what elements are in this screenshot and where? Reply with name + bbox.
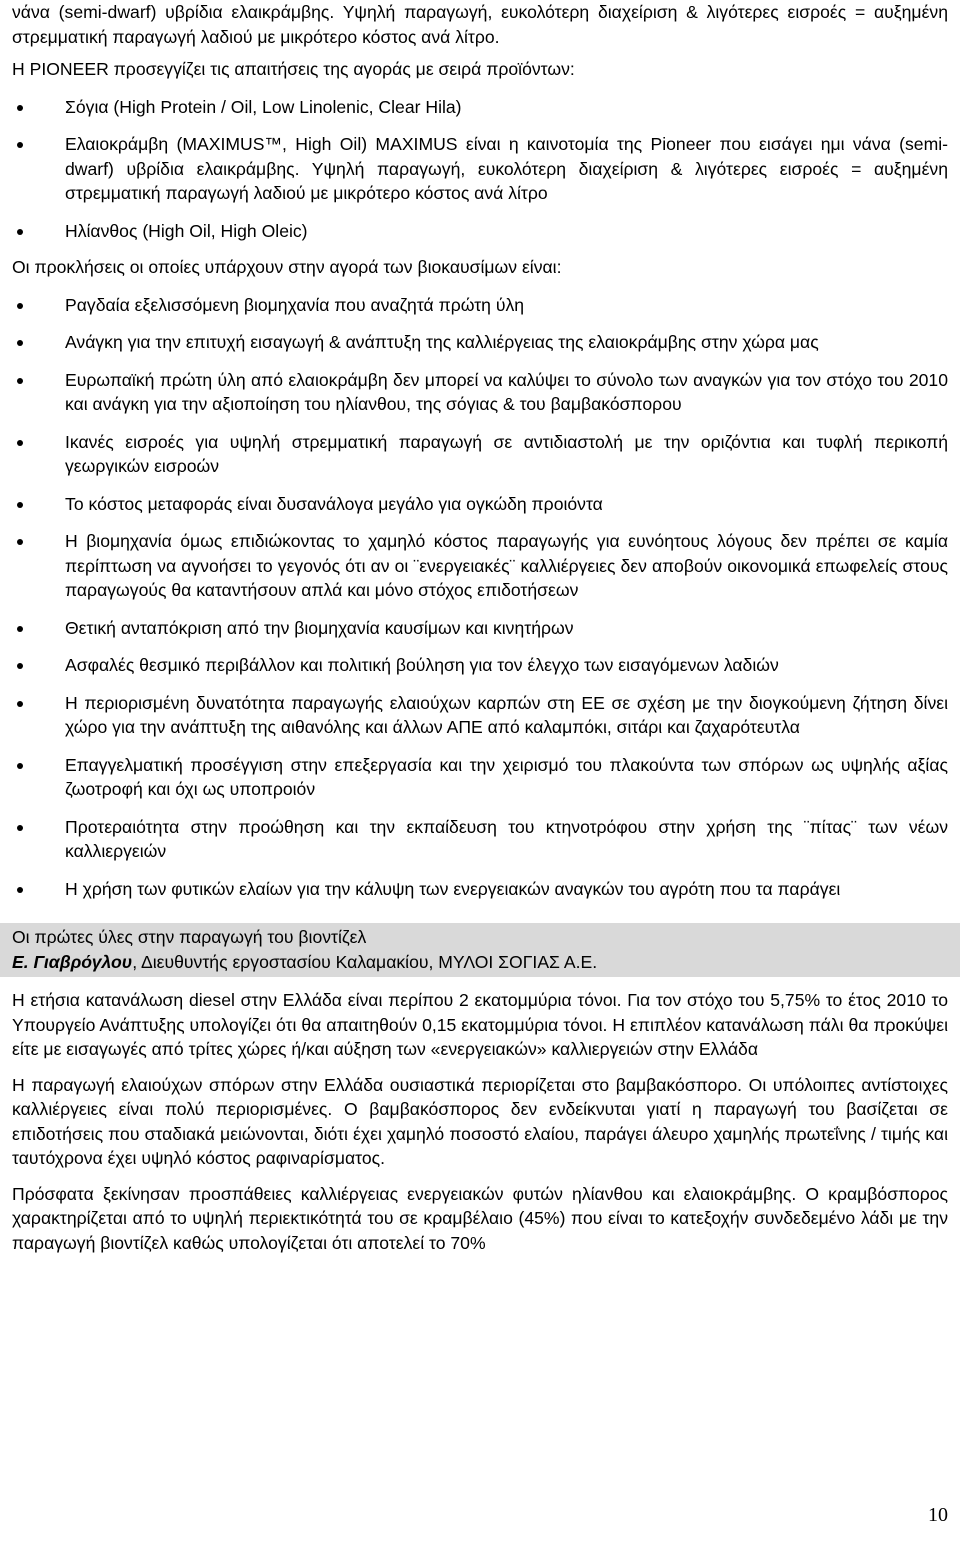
list-item: Η χρήση των φυτικών ελαίων για την κάλυψη των ενεργειακών αναγκών του αγρότη που τα παράγει: [12, 877, 948, 902]
section-heading-box: [0, 923, 960, 977]
bullet-icon: [17, 763, 23, 769]
author-name: Ε. Γιαβρόγλου: [12, 951, 133, 972]
list-item: Ραγδαία εξελισσόμενη βιομηχανία που αναζητά πρώτη ύλη: [12, 293, 948, 318]
pioneer-product-list: [12, 95, 948, 244]
bullet-icon: [17, 701, 23, 707]
continuation-text: νάνα (semi-dwarf) υβρίδια ελαικράμβης. Υψηλή παραγωγή, ευκολότερη διαχείριση & λιγότερες εισροές = αυξημένη στρεμματική παραγωγή λαδιού με μικρότερο κόστος ανά λίτρο.: [12, 2, 948, 47]
list-item: Ελαιοκράμβη (MAXIMUS™, High Oil) MAXIMUS είναι η καινοτομία της Pioneer που εισάγει ημι νάνα (semi-dwarf) υβρίδια ελαικράμβης. Υψηλή παραγωγή, ευκολότερη διαχείριση & λιγότερες εισροές = αυξημένη στρεμματική παραγωγή λαδιού με μικρότερο κόστος ανά λίτρο: [12, 132, 948, 206]
author-role: , Διευθυντής εργοστασίου Καλαμακίου, ΜΥΛΟΙ ΣΟΓΙΑΣ Α.Ε.: [132, 951, 598, 972]
list-item: Ηλίανθος (High Oil, High Oleic): [12, 219, 948, 244]
bullet-icon: [17, 539, 23, 545]
bullet-icon: [17, 626, 23, 632]
bullet-icon: [17, 378, 23, 384]
list-item: Σόγια (High Protein / Oil, Low Linolenic, Clear Hila): [12, 95, 948, 120]
bullet-icon: [17, 887, 23, 893]
paragraph: Πρόσφατα ξεκίνησαν προσπάθειες καλλιέργειας ενεργειακών φυτών ηλίανθου και ελαιοκράμβης. Ο κραμβόσπορος χαρακτηρίζεται από το υψηλή περιεκτικότητά του σε κραμβέλαιο (45%) που είναι το κατεξοχήν συνδεδεμένο λάδι με την παραγωγή βιοντίζελ καθώς υπολογίζεται ότι αποτελεί το 70%: [12, 1183, 948, 1253]
bullet-icon: [17, 440, 23, 446]
list-item: Ασφαλές θεσμικό περιβάλλον και πολιτική βούληση για τον έλεγχο των εισαγόμενων λαδιών: [12, 653, 948, 678]
paragraph: Η παραγωγή ελαιούχων σπόρων στην Ελλάδα ουσιαστικά περιορίζεται στο βαμβακόσπορο. Οι υπόλοιπες αντίστοιχες καλλιέργειες είναι πολύ περιορισμένες. Ο βαμβακόσπορος δεν ενδείκνυται γιατί η παραγωγή του βασίζεται σε επιδοτήσεις που σταδιακά μειώνονται, διότι έχει χαμηλό ποσοστό ελαίου, παράγει άλευρο χαμηλής πρωτεΐνης / τιμής και ταυτόχρονα έχει υψηλό κόστος ραφιναρίσματος.: [12, 1074, 948, 1168]
list-item: Ικανές εισροές για υψηλή στρεμματική παραγωγή σε αντιδιαστολή με την οριζόντια και τυφλή περικοπή γεωργικών εισροών: [12, 430, 948, 479]
list-item: Η βιομηχανία όμως επιδιώκοντας το χαμηλό κόστος παραγωγής για ευνόητους λόγους δεν πρέπει σε καμία περίπτωση να αγνοήσει το γεγονός ότι αν οι ¨ενεργειακές¨ καλλιέργειες δεν αποβούν οικονομικά επωφελείς στους παραγωγούς θα καταντήσουν απλά και μόνο στόχος επιδοτήσεων: [12, 529, 948, 603]
author-line: [12, 950, 948, 975]
list-item: Ευρωπαϊκή πρώτη ύλη από ελαιοκράμβη δεν μπορεί να καλύψει το σύνολο των αναγκών για τον στόχο του 2010 και ανάγκη για την αξιοποίηση του ηλίανθου, της σόγιας & του βαμβακόσπορου: [12, 368, 948, 417]
list-item: Ανάγκη για την επιτυχή εισαγωγή & ανάπτυξη της καλλιέργειας της ελαιοκράμβης στην χώρα μας: [12, 330, 948, 355]
challenges-intro: Οι προκλήσεις οι οποίες υπάρχουν στην αγορά των βιοκαυσίμων είναι:: [12, 257, 562, 277]
bullet-icon: [17, 825, 23, 831]
challenges-list: [12, 293, 948, 902]
list-item: Προτεραιότητα στην προώθηση και την εκπαίδευση του κτηνοτρόφου στην χρήση της ¨πίτας¨ των νέων καλλιεργειών: [12, 815, 948, 864]
bullet-icon: [17, 303, 23, 309]
list-item: Θετική ανταπόκριση από την βιομηχανία καυσίμων και κινητήρων: [12, 616, 948, 641]
bullet-icon: [17, 502, 23, 508]
document-page: [12, 0, 948, 1255]
pioneer-intro: Η PIONEER προσεγγίζει τις απαιτήσεις της αγοράς με σειρά προϊόντων:: [12, 59, 575, 79]
bullet-icon: [17, 105, 23, 111]
list-item: Επαγγελματική προσέγγιση στην επεξεργασία και την χειρισμό του πλακούντα των σπόρων ως υψηλής αξίας ζωοτροφή και όχι ως υποπροιόν: [12, 753, 948, 802]
bullet-icon: [17, 142, 23, 148]
bullet-icon: [17, 340, 23, 346]
list-item: Το κόστος μεταφοράς είναι δυσανάλογα μεγάλο για ογκώδη προιόντα: [12, 492, 948, 517]
bullet-icon: [17, 229, 23, 235]
list-item: Η περιορισμένη δυνατότητα παραγωγής ελαιούχων καρπών στη ΕΕ σε σχέση με την διογκούμενη ζήτηση δίνει χώρο για την ανάπτυξη της αιθανόλης και άλλων ΑΠΕ από καλαμπόκι, σιτάρι και ζαχαρότευτλα: [12, 691, 948, 740]
section-title: Οι πρώτες ύλες στην παραγωγή του βιοντίζελ: [12, 927, 367, 947]
bullet-icon: [17, 663, 23, 669]
page-number: 10: [928, 1503, 948, 1526]
paragraph: Η ετήσια κατανάλωση diesel στην Ελλάδα είναι περίπου 2 εκατομμύρια τόνοι. Για τον στόχο του 5,75% το έτος 2010 το Υπουργείο Ανάπτυξης υπολογίζει ότι θα απαιτηθούν 0,15 εκατομμύρια τόνοι. Η επιπλέον κατανάλωση πάλι θα προκύψει είτε με εισαγωγές από τρίτες χώρες ή/και αύξηση των «ενεργειακών» καλλιεργειών στην Ελλάδα: [12, 990, 948, 1059]
